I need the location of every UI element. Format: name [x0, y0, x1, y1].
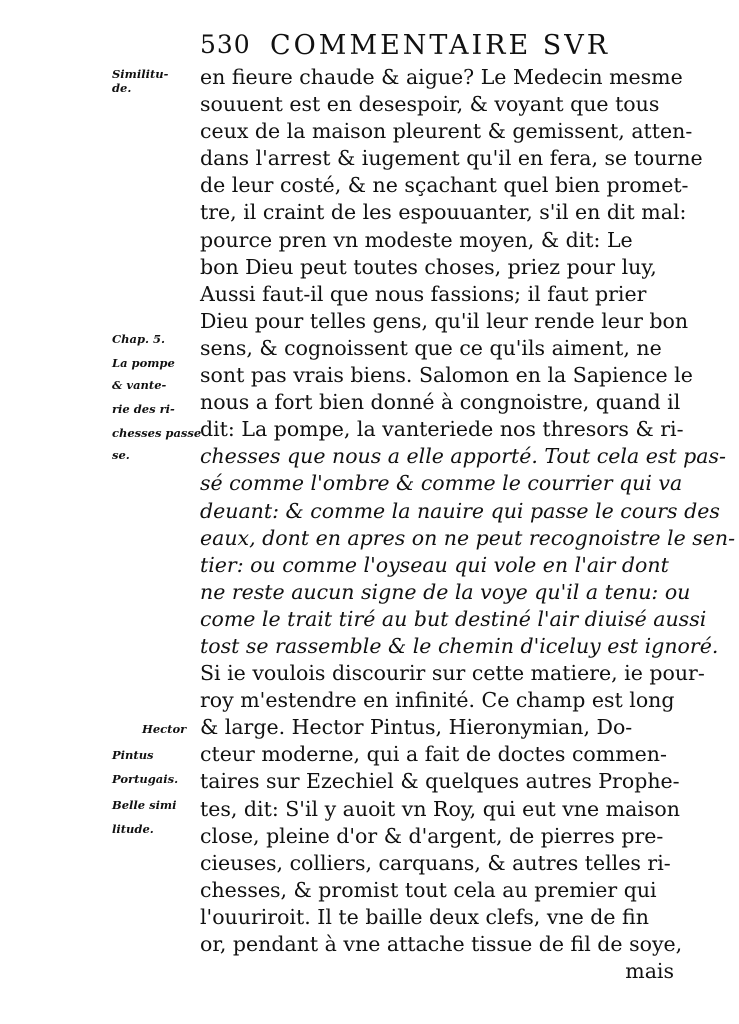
quote-line: ne reste aucun signe de la voye qu'il a tenu: ou — [200, 579, 691, 604]
running-title: COMMENTAIRE SVR — [270, 30, 611, 61]
quote-line: tost se rassemble & le chemin d'iceluy est ignoré. — [200, 633, 719, 658]
page-header — [200, 30, 680, 60]
text-line: tre, il craint de les espouuanter, s'il en dit mal: — [200, 200, 687, 225]
text-line: Dieu pour telles gens, qu'il leur rende leur bon — [200, 308, 689, 333]
text-line: chesses, & promist tout cela au premier qui — [200, 877, 657, 902]
note-line: de. — [112, 81, 132, 95]
text-line: pource pren vn modeste moyen, & dit: Le — [200, 227, 633, 252]
text-line: & large. Hector Pintus, Hieronymian, Do- — [200, 715, 633, 740]
text-line: dans l'arrest & iugement qu'il en fera, se tourne — [200, 146, 703, 171]
note-line: Chap. 5. — [112, 332, 166, 346]
text-line: tes, dit: S'il y auoit vn Roy, qui eut vne maison — [200, 796, 680, 821]
quote-line: deuant: & comme la nauire qui passe le cours des — [200, 498, 720, 523]
note-line: litude. — [112, 822, 154, 836]
text-line: roy m'estendre en infinité. Ce champ est long — [200, 688, 675, 713]
note-line: rie des ri- — [112, 402, 175, 416]
note-line: Hector — [142, 722, 187, 736]
text-line: de leur costé, & ne sçachant quel bien promet- — [200, 173, 689, 198]
note-line: chesses passe — [112, 426, 202, 440]
text-line: bon Dieu peut toutes choses, priez pour luy, — [200, 254, 657, 279]
quote-line: eaux, dont en apres on ne peut recognoistre le sen- — [200, 525, 736, 550]
text-line: Aussi faut-il que nous fassions; il faut prier — [200, 281, 647, 306]
body-text — [200, 64, 736, 985]
text-line: cieuses, colliers, carquans, & autres telles ri- — [200, 850, 671, 875]
catchword: mais — [625, 959, 674, 984]
text-line: taires sur Ezechiel & quelques autres Prophe- — [200, 769, 680, 794]
quote-line: sé comme l'ombre & comme le courrier qui va — [200, 471, 683, 496]
note-line: Pintus — [112, 748, 154, 762]
quote-line: tier: ou comme l'oyseau qui vole en l'air dont — [200, 552, 669, 577]
quote-line: come le trait tiré au but destiné l'air diuisé aussi — [200, 606, 707, 631]
note-line: se. — [112, 448, 130, 462]
text-line: Si ie voulois discourir sur cette matiere, ie pour- — [200, 661, 705, 686]
note-line: Portugais. — [112, 772, 179, 786]
text-line: dit: La pompe, la vanteriede nos thresors & ri- — [200, 417, 684, 442]
text-line: sens, & cognoissent que ce qu'ils aiment, ne — [200, 335, 662, 360]
text-line: nous a fort bien donné à congnoistre, quand il — [200, 390, 681, 415]
page-number: 530 — [200, 30, 251, 59]
note-line: La pompe — [112, 356, 175, 370]
text-line: close, pleine d'or & d'argent, de pierres pre- — [200, 823, 664, 848]
note-line: Belle simi — [112, 798, 177, 812]
text-line: sont pas vrais biens. Salomon en la Sapience le — [200, 363, 693, 388]
note-line: & vante- — [112, 378, 167, 392]
text-line: souuent est en desespoir, & voyant que tous — [200, 92, 660, 117]
text-line: ceux de la maison pleurent & gemissent, atten- — [200, 119, 693, 144]
note-line: Similitu- — [112, 67, 169, 81]
text-line: cteur moderne, qui a fait de doctes commen- — [200, 742, 667, 767]
quote-line: chesses que nous a elle apporté. Tout cela est pas- — [200, 444, 726, 469]
text-line: or, pendant à vne attache tissue de fil de soye, — [200, 932, 683, 956]
text-line: l'ouuriroit. Il te baille deux clefs, vne de fin — [200, 904, 649, 929]
text-line: en fieure chaude & aigue? Le Medecin mesme — [200, 65, 683, 89]
